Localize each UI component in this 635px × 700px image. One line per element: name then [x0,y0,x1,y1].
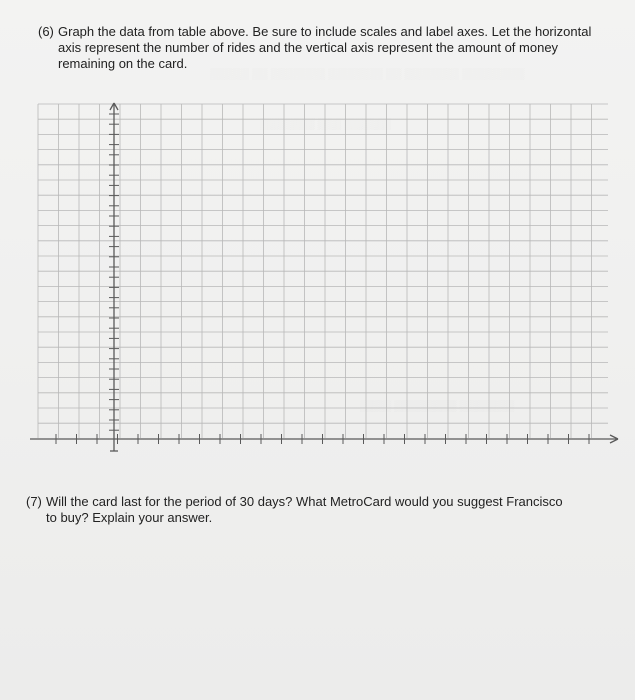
grid-lines [38,104,608,438]
bleed-through-text: ▒▒▒▒▒▒▒ ▒▒▒ ▒▒▒▒▒▒ [260,118,391,130]
graph-grid-area [26,96,621,461]
question-6-line-1: Graph the data from table above. Be sure to include scales and label axes. Let the horizontal [58,24,592,39]
question-7-line-2: to buy? Explain your answer. [46,510,213,525]
question-6-line-3: remaining on the card. [58,56,188,71]
bleed-through-text: ▒▒▒▒ ▒▒▒▒▒▒▒▒ ▒▒▒▒▒▒▒ [360,400,515,412]
graph-grid [26,96,621,461]
question-7 [26,494,606,526]
axis-ticks [56,114,589,444]
bleed-through-text: ▒▒▒▒▒ ▒▒ ▒▒▒▒▒▒▒ ▒▒▒▒▒▒▒ ▒▒ ▒▒▒▒▒▒▒ ▒▒▒▒▒▒▒▒ [210,68,525,80]
question-7-line-1: Will the card last for the period of 30 days? What MetroCard would you suggest Francisco [46,494,563,509]
question-7-number: (7) [26,494,42,509]
question-6 [38,24,598,72]
question-6-line-2: axis represent the number of rides and the vertical axis represent the amount of money [58,40,559,55]
question-6-number: (6) [38,24,54,39]
